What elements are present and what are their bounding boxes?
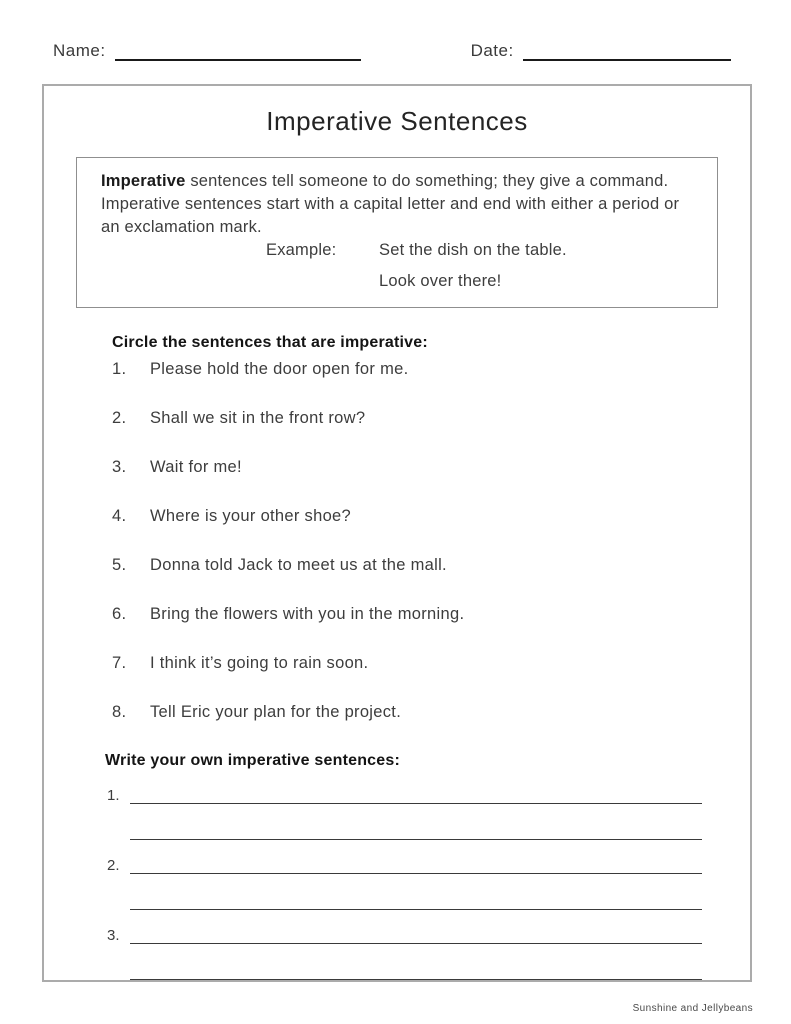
write-item-number: 1.: [107, 787, 120, 804]
example-row: [266, 239, 703, 262]
sentence-text: Where is your other shoe?: [150, 507, 352, 525]
date-label: Date:: [470, 41, 514, 60]
circle-instructions-heading: Circle the sentences that are imperative:: [112, 334, 428, 351]
write-blank-line-2b[interactable]: [130, 874, 702, 910]
sentence-item-8: [112, 703, 750, 725]
name-blank-line[interactable]: [115, 40, 361, 61]
write-blank-line-3b[interactable]: [130, 944, 702, 980]
definition-line-3: an exclamation mark.: [101, 218, 262, 236]
sentence-list: [44, 360, 750, 725]
sentence-text: Tell Eric your plan for the project.: [150, 703, 402, 721]
sentence-item-2: [112, 409, 750, 431]
sentence-item-7: [112, 654, 750, 676]
sentence-item-6: [112, 605, 750, 627]
date-blank-line[interactable]: [523, 40, 731, 61]
sentence-text: Bring the flowers with you in the morning.: [150, 605, 465, 623]
sentence-item-5: [112, 556, 750, 578]
write-blank-line-1a[interactable]: [130, 770, 702, 804]
write-blank-line-3a[interactable]: [130, 910, 702, 944]
write-item-number: 2.: [107, 857, 120, 874]
write-blank-line-2a[interactable]: [130, 840, 702, 874]
sentence-item-4: [112, 507, 750, 529]
definition-bold-word: Imperative: [101, 172, 186, 190]
write-instructions-heading: Write your own imperative sentences:: [105, 752, 400, 769]
write-item-number: 3.: [107, 927, 120, 944]
sentence-number: 8.: [112, 703, 127, 721]
sentence-text: Wait for me!: [150, 458, 242, 476]
sentence-item-3: [112, 458, 750, 480]
example-sentence-1: Set the dish on the table.: [379, 241, 567, 259]
sentence-number: 1.: [112, 360, 127, 378]
worksheet-border: [42, 84, 752, 982]
sentence-number: 6.: [112, 605, 127, 623]
write-item-3: [107, 910, 750, 980]
footer-credit: Sunshine and Jellybeans: [632, 1003, 753, 1014]
example-sentence-2: Look over there!: [379, 272, 502, 290]
sentence-number: 2.: [112, 409, 127, 427]
definition-line-1: [101, 170, 703, 193]
name-label: Name:: [53, 41, 106, 60]
example-label: Example:: [266, 241, 337, 259]
sentence-number: 3.: [112, 458, 127, 476]
name-date-row: [53, 40, 741, 61]
write-item-2: [107, 840, 750, 910]
name-field: [53, 40, 361, 61]
sentence-number: 7.: [112, 654, 127, 672]
write-list: [44, 770, 750, 980]
page-title: Imperative Sentences: [266, 106, 528, 136]
definition-line-2: Imperative sentences start with a capital letter and end with either a period or: [101, 195, 680, 213]
sentence-item-1: [112, 360, 750, 382]
sentence-text: Shall we sit in the front row?: [150, 409, 366, 427]
definition-box: [76, 157, 718, 308]
date-field: [471, 40, 731, 61]
sentence-number: 4.: [112, 507, 127, 525]
sentence-text: Donna told Jack to meet us at the mall.: [150, 556, 447, 574]
write-blank-line-1b[interactable]: [130, 804, 702, 840]
definition-line-1-rest: sentences tell someone to do something; they give a command.: [185, 172, 669, 190]
sentence-text: Please hold the door open for me.: [150, 360, 409, 378]
sentence-number: 5.: [112, 556, 127, 574]
sentence-text: I think it’s going to rain soon.: [150, 654, 369, 672]
write-item-1: [107, 770, 750, 840]
